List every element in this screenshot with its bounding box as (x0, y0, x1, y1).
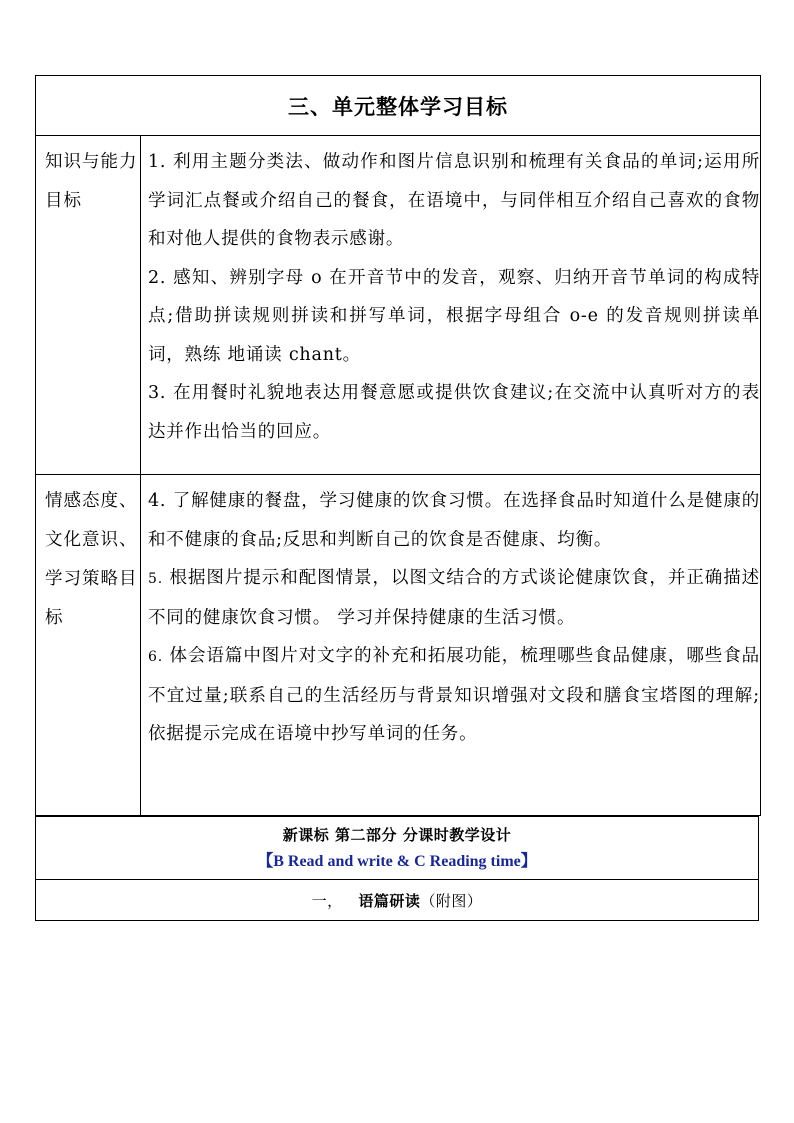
goal-item-5 (148, 559, 760, 637)
row-label-knowledge: 知识与能力目标 (36, 136, 141, 475)
section-heading (36, 880, 759, 921)
goal-item-5-number: 5. (148, 571, 163, 587)
row-content-attitude (141, 475, 761, 816)
goal-item-6 (148, 637, 760, 754)
row-label-attitude: 情感态度、文化意识、学习策略目标 (36, 475, 141, 816)
lesson-header (36, 817, 759, 880)
section-title: 语篇研读 (358, 891, 421, 910)
table-title: 三、单元整体学习目标 (36, 76, 761, 136)
lesson-title: 新课标 第二部分 分课时教学设计 (282, 825, 512, 844)
goal-item-5-text: 根据图片提示和配图情景，以图文结合的方式谈论健康饮食，并正确描述不同的健康饮食习惯。 学习并保持健康的生活习惯。 (148, 568, 760, 628)
goal-item-6-text: 体会语篇中图片对文字的补充和拓展功能，梳理哪些食品健康，哪些食品不宜过量;联系自己的生活经历与背景知识增强对文段和膳食宝塔图的理解;依据提示完成在语境中抄写单词的任务。 (148, 646, 760, 744)
document-page (35, 75, 759, 921)
section-number: 一， (311, 891, 343, 910)
table-row (36, 475, 761, 816)
row-content-knowledge (141, 136, 761, 475)
goal-item-6-number: 6. (148, 649, 163, 665)
learning-goals-table (35, 75, 761, 816)
goal-item-1: 1. 利用主题分类法、做动作和图片信息识别和梳理有关食品的单词;运用所学词汇点餐或介绍自己的餐食，在语境中，与同伴相互介绍自己喜欢的食物和对他人提供的食物表示感谢。 (148, 152, 760, 249)
section-note: （附图） (420, 891, 483, 910)
goal-item-4: 4. 了解健康的餐盘，学习健康的饮食习惯。在选择食品时知道什么是健康的和不健康的食品;反思和判断自己的饮食是否健康、均衡。 (148, 491, 760, 550)
goal-item-2: 2. 感知、辨别字母 o 在开音节中的发音，观察、归纳开音节单词的构成特点;借助拼读规则拼读和拼写单词，根据字母组合 o-e 的发音规则拼读单词，熟练 地诵读 chant。 (148, 267, 760, 365)
lesson-subtitle: 【B Read and write & C Reading time】 (257, 852, 537, 870)
goal-item-3: 3. 在用餐时礼貌地表达用餐意愿或提供饮食建议;在交流中认真听对方的表达并作出恰当的回应。 (148, 383, 760, 442)
table-row (36, 136, 761, 475)
lesson-design-table (35, 816, 759, 921)
